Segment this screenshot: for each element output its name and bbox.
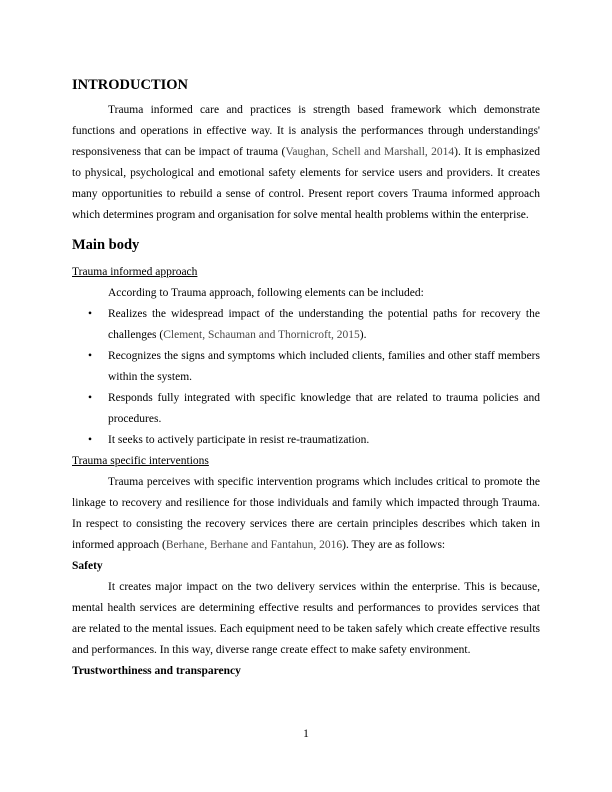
section2-citation: Berhane, Berhane and Fantahun, 2016 — [165, 539, 343, 551]
section2-paragraph — [72, 472, 540, 556]
page-number: 1 — [303, 728, 309, 740]
intro-text-a: Trauma informed care and practices is strength based framework which demonstrate functions and operations in effective way. It is analysis the performances through understandings' responsiveness that can be impact of trauma ( — [72, 104, 540, 158]
bullet-icon: • — [88, 392, 93, 404]
introduction-heading: INTRODUCTION — [72, 77, 189, 93]
list-item — [88, 388, 540, 430]
main-body-heading: Main body — [72, 237, 140, 253]
intro-citation: Vaughan, Schell and Marshall, 2014 — [285, 146, 455, 158]
section-trauma-informed-approach-title: Trauma informed approach — [72, 266, 198, 278]
trust-heading: Trustworthiness and transparency — [72, 665, 241, 677]
list-item-text: Recognizes the signs and symptoms which included clients, families and other staff members within the system. — [108, 350, 540, 383]
list-item-text: Realizes the widespread impact of the understanding the potential paths for recovery the challenges ( — [108, 308, 540, 341]
list-item — [88, 430, 540, 451]
document-page — [72, 76, 540, 682]
section-trauma-specific-interventions-title: Trauma specific interventions — [72, 455, 209, 467]
elements-list — [72, 304, 540, 451]
section2-text-a: Trauma perceives with specific intervention programs which includes critical to promote the linkage to recovery and resilience for those individuals and family which impacted through Trauma. In respect to consisting the recovery services there are certain principles describes which taken in informed approach ( — [72, 476, 540, 551]
section2-text-b: ). They are as follows: — [342, 539, 446, 551]
safety-paragraph: It creates major impact on the two delivery services within the enterprise. This is because, mental health services are determining effective results and performances to provides services that are related to the mental issues. Each equipment need to be taken safely which create effective results and performances. In this way, diverse range create effect to make safety environment. — [72, 581, 540, 656]
bullet-icon: • — [88, 434, 93, 446]
introduction-paragraph — [72, 100, 540, 226]
list-item — [88, 346, 540, 388]
list-item — [88, 304, 540, 346]
list-item-text-end: ). — [359, 329, 367, 341]
section1-lead: According to Trauma approach, following elements can be included: — [108, 287, 424, 299]
intro-text-b: ). It is emphasized to physical, psychological and emotional safety elements for service users and providers. It creates many opportunities to rebuild a sense of control. Present report covers Trauma informed approach which determines program and organisation for solve mental health problems within the enterprise. — [72, 146, 540, 221]
list-item-text: Responds fully integrated with specific knowledge that are related to trauma policies and procedures. — [108, 392, 540, 425]
safety-heading: Safety — [72, 560, 103, 572]
bullet-icon: • — [88, 308, 93, 320]
bullet-icon: • — [88, 350, 93, 362]
list-item-citation: Clement, Schauman and Thornicroft, 2015 — [163, 329, 360, 341]
list-item-text: It seeks to actively participate in resist re-traumatization. — [108, 434, 370, 446]
